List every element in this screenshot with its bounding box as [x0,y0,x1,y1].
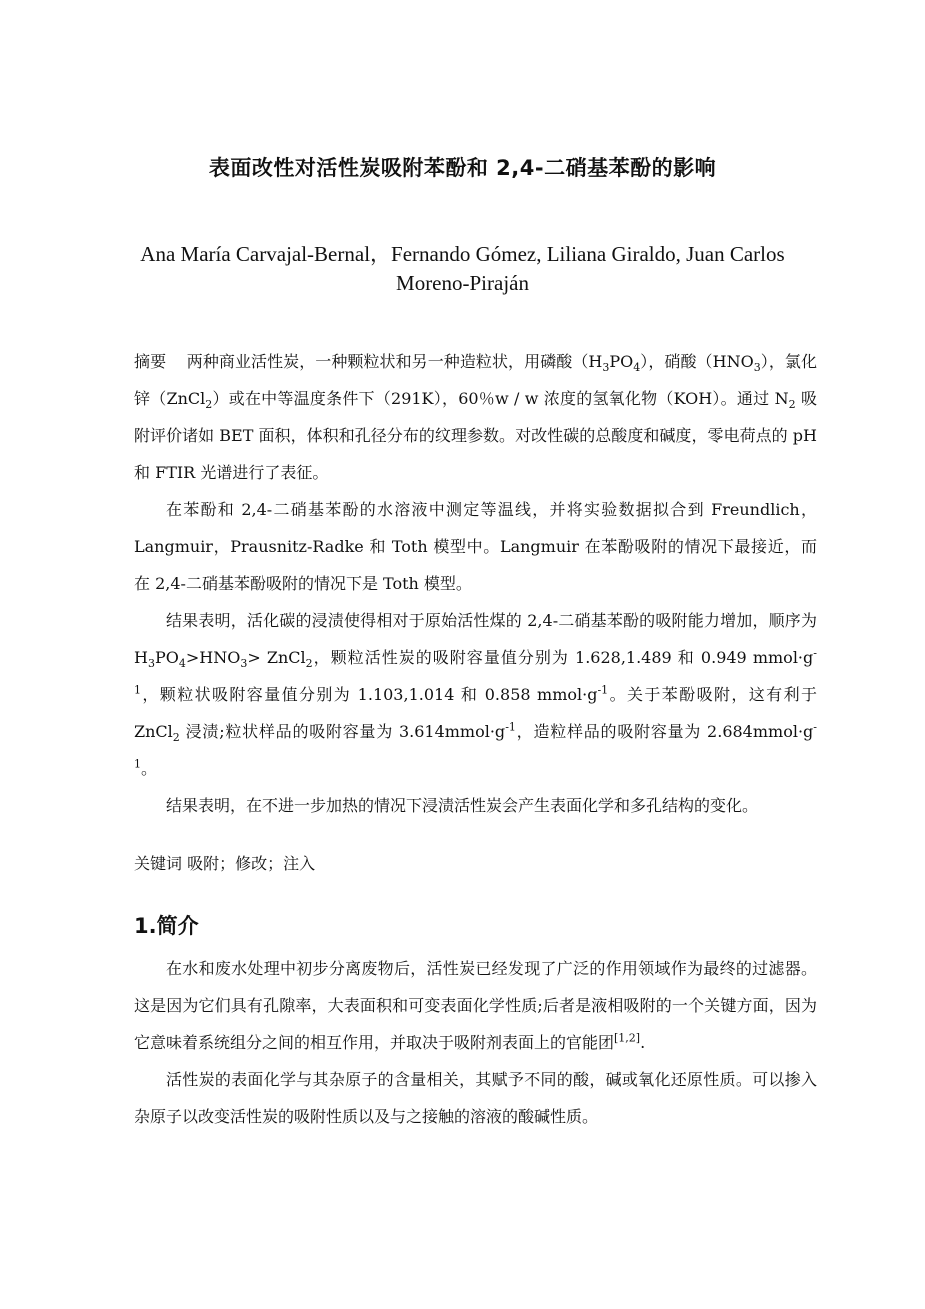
subscript: 2 [788,398,796,412]
author-list: Ana María Carvajal-Bernal，Fernando Gómez, Liliana Giraldo, Juan Carlos Moreno-Piraján [140,242,785,295]
text-run: ，造粒样品的吸附容量为 2.684mmol·g [515,722,814,741]
superscript: -1 [505,720,516,734]
text-run: ，颗粒活性炭的吸附容量值分别为 1.628,1.489 和 0.949 mmol·g [312,648,814,667]
text-run: PO [609,352,634,371]
text-run: ），氯化锌（ZnCl [134,352,817,408]
paper-title: 表面改性对活性炭吸附苯酚和 2,4-二硝基苯酚的影响 [208,156,717,180]
keywords-text: 吸附；修改；注入 [182,854,316,873]
keywords-line [134,849,817,879]
text-run: 吸附评价诸如 BET 面积，体积和孔径分布的纹理参数。对改性碳的总酸度和碱度，零电荷点的 pH 和 FTIR 光谱进行了表征。 [134,389,817,482]
text-run: ）或在中等温度条件下（291K），60％w / w 浓度的氢氧化物（KOH）。通过 N [212,389,789,408]
intro-paragraph-1 [134,950,817,1061]
text-run: > ZnCl [247,648,306,667]
abstract-label: 摘要 [134,352,167,371]
subscript: 3 [753,361,761,375]
superscript: -1 [597,683,609,697]
text-run: PO [154,648,179,667]
subscript: 2 [172,731,180,745]
subscript: 3 [602,361,610,375]
abstract-paragraph-3 [134,602,817,787]
citation: [1,2] [614,1031,641,1045]
text-run: . [640,1033,646,1052]
superscript: -1 [134,720,817,771]
abstract-paragraph-1 [134,343,817,491]
text-run: 两种商业活性炭，一种颗粒状和另一种造粒状，用磷酸（H [186,352,603,371]
abstract-paragraph-4: 结果表明，在不进一步加热的情况下浸渍活性炭会产生表面化学和多孔结构的变化。 [166,796,759,815]
keywords-label: 关键词 [134,854,183,873]
text-run: 。关于苯酚吸附，这有利于 ZnCl [134,685,817,741]
text-run: >HNO [185,648,241,667]
intro-paragraph-2: 活性炭的表面化学与其杂原子的含量相关，其赋予不同的酸，碱或氧化还原性质。可以掺入杂原子以改变活性炭的吸附性质以及与之接触的溶液的酸碱性质。 [134,1070,817,1126]
subscript: 3 [240,657,248,671]
text-run: ，颗粒状吸附容量值分别为 1.103,1.014 和 0.858 mmol·g [141,685,598,704]
text-run: 。 [141,759,158,778]
section-heading: 1.简介 [134,914,199,938]
abstract-section [134,343,817,824]
text-run: 浸渍;粒状样品的吸附容量为 3.614mmol·g [179,722,506,741]
subscript: 2 [305,657,313,671]
introduction-section [134,950,817,1135]
superscript: -1 [134,646,817,697]
subscript: 4 [633,361,641,375]
abstract-paragraph-2: 在苯酚和 2,4-二硝基苯酚的水溶液中测定等温线，并将实验数据拟合到 Freundlich，Langmuir，Prausnitz-Radke 和 Toth 模型中。Langmuir 在苯酚吸附的情况下最接近，而在 2,4-二硝基苯酚吸附的情况下是 Toth 模型。 [134,500,817,593]
subscript: 3 [147,657,155,671]
subscript: 4 [178,657,186,671]
text-run: 结果表明，活化碳的浸渍使得相对于原始活性煤的 2,4-二硝基苯酚的吸附能力增加，顺序为 H [134,611,817,667]
subscript: 2 [205,398,213,412]
text-run: 在水和废水处理中初步分离废物后，活性炭已经发现了广泛的作用领域作为最终的过滤器。这是因为它们具有孔隙率，大表面积和可变表面化学性质;后者是液相吸附的一个关键方面，因为它意味着系统组分之间的相互作用，并取决于吸附剂表面上的官能团 [134,959,817,1052]
text-run: ），硝酸（HNO [640,352,754,371]
